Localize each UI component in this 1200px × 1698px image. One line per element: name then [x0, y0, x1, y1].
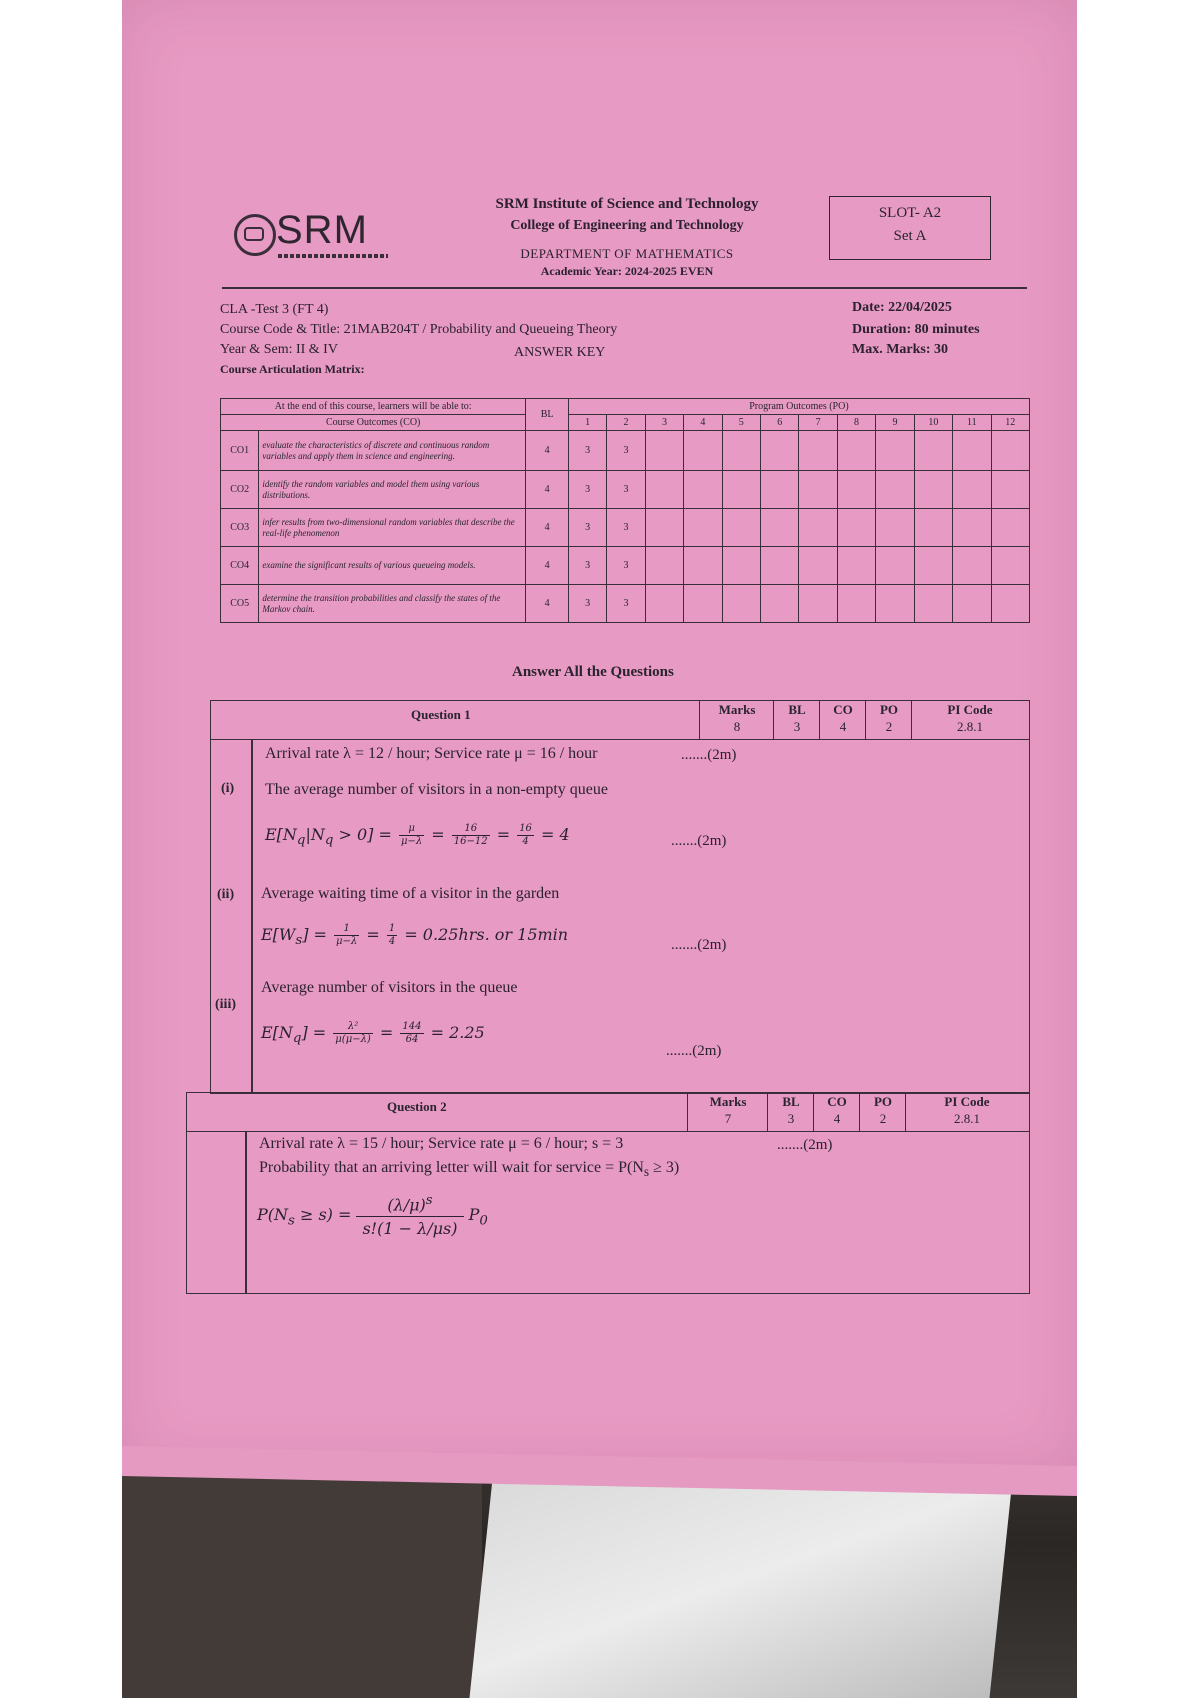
table-row — [221, 471, 1030, 509]
pi-header: PI Code — [947, 702, 993, 717]
co-value: 4 — [833, 1111, 841, 1126]
po-header: PO — [879, 702, 899, 717]
po-number: 4 — [684, 415, 722, 431]
co-description: evaluate the characteristics of discrete and continuous random variables and apply them in science and engineering. — [259, 431, 526, 471]
q1-part-ii-label: (ii) — [217, 887, 235, 902]
bl-value: 3 — [793, 719, 801, 734]
q2-wait-probability: Probability that an arriving letter will wait for service = $P(N_s \ge 3)$ — [259, 1159, 680, 1180]
question-2-box — [186, 1092, 1030, 1294]
exam-duration: Duration: 80 minutes — [852, 322, 980, 337]
q1-part-iii-formula: $E[N_q]$ = $\frac{\text{λ²}}{\mu(\mu-\lambda)}$ = $\frac{144}{64}$ = 2.25 — [261, 1021, 485, 1047]
q1-pi-cell — [911, 701, 1028, 739]
q1-mark-3: .......(2m) — [666, 1043, 722, 1059]
q2-formula: $P(N_s \ge s)$ = $\frac{(\lambda/\mu)^s}{s!(1 - \lambda/\mu s)}$ $P_0$ — [257, 1193, 488, 1239]
co-value: 4 — [839, 719, 847, 734]
wait-probability-end: ≥ 3) — [649, 1159, 680, 1176]
table-row — [221, 431, 1030, 471]
po-number: 1 — [568, 415, 606, 431]
fraction: $\frac{1}{\mu-\lambda}$ — [336, 923, 358, 947]
po-number: 3 — [645, 415, 683, 431]
po-number: 2 — [607, 415, 645, 431]
fraction: $\frac{144}{64}$ — [402, 1021, 422, 1045]
bl-header: BL — [782, 1094, 800, 1109]
co-header: CO — [827, 1094, 847, 1109]
po-number: 10 — [914, 415, 952, 431]
fraction: $\frac{(\lambda/\mu)^s}{s!(1 - \lambda/\mu s)}$ — [356, 1193, 463, 1238]
question-1-header — [211, 701, 1029, 740]
question-2-header — [187, 1093, 1029, 1132]
marks-header: Marks — [709, 1094, 747, 1109]
po-number: 9 — [876, 415, 914, 431]
pi-value: 2.8.1 — [954, 1111, 980, 1126]
academic-year: Academic Year: 2024-2025 EVEN — [540, 264, 714, 278]
co-po-value: 3 — [568, 431, 606, 471]
po-number: 5 — [722, 415, 760, 431]
answer-all-heading: Answer All the Questions — [512, 664, 674, 680]
co-description: infer results from two-dimensional random variables that describe the real-life phenomenon — [259, 509, 526, 547]
matrix-label: Course Articulation Matrix: — [220, 362, 365, 376]
white-cloth — [469, 1460, 1014, 1698]
co-id: CO3 — [221, 509, 259, 547]
q1-mark-2: .......(2m) — [671, 937, 727, 953]
q1-bl-cell — [773, 701, 820, 739]
co-po-value: 3 — [607, 431, 645, 471]
set-label: Set A — [893, 228, 927, 244]
answer-key-label: ANSWER KEY — [514, 345, 606, 360]
marks-header: Marks — [718, 702, 756, 717]
po-number: 12 — [991, 415, 1029, 431]
question-1-box — [210, 700, 1030, 1094]
marks-value: 8 — [733, 719, 741, 734]
q1-rates: Arrival rate λ = 12 / hour; Service rate μ = 16 / hour — [265, 745, 598, 762]
formula-result: = 2.25 — [430, 1023, 485, 1042]
q2-po-cell — [859, 1093, 906, 1131]
co-bl: 4 — [526, 509, 569, 547]
table-row — [221, 585, 1030, 623]
fraction: $\frac{1}{4}$ — [388, 923, 396, 947]
co-po-value: 3 — [607, 547, 645, 585]
co-po-value: 3 — [568, 471, 606, 509]
test-name: CLA -Test 3 (FT 4) — [220, 302, 329, 317]
fraction: $\frac{16}{4}$ — [519, 823, 532, 847]
question-1-left-rule — [251, 739, 253, 1093]
co-id: CO5 — [221, 585, 259, 623]
fraction: $\frac{\text{λ²}}{\mu(\mu-\lambda)}$ — [335, 1021, 371, 1045]
co-description: identify the random variables and model them using various distributions. — [259, 471, 526, 509]
pi-value: 2.8.1 — [957, 719, 983, 734]
wait-probability-text: Probability that an arriving letter will wait for service = P(N — [259, 1159, 644, 1176]
co-bl: 4 — [526, 431, 569, 471]
co-id: CO1 — [221, 431, 259, 471]
q1-part-iii-text: Average number of visitors in the queue — [261, 979, 518, 996]
q1-part-i-text: The average number of visitors in a non-empty queue — [265, 781, 608, 798]
table-row — [221, 547, 1030, 585]
co-header: Course Outcomes (CO) — [221, 415, 526, 431]
question-2-title: Question 2 — [387, 1099, 447, 1114]
q1-part-i-formula: $E[N_q|N_q > 0]$ = $\frac{\mu}{\mu-\lambda}$ = $\frac{16}{16-12}$ = $\frac{16}{4}$ = 4 — [265, 823, 570, 849]
pi-header: PI Code — [944, 1094, 990, 1109]
photo-background-right — [1077, 0, 1200, 1698]
q1-mark-1: .......(2m) — [671, 833, 727, 849]
co-po-value: 3 — [568, 547, 606, 585]
co-id: CO2 — [221, 471, 259, 509]
co-header: CO — [833, 702, 853, 717]
bl-header: BL — [788, 702, 806, 717]
po-number: 8 — [837, 415, 875, 431]
exam-date: Date: 22/04/2025 — [852, 300, 952, 315]
bl-header: BL — [526, 399, 569, 431]
question-1-title: Question 1 — [411, 707, 471, 722]
co-bl: 4 — [526, 471, 569, 509]
q2-marks-cell — [687, 1093, 768, 1131]
q2-co-cell — [813, 1093, 860, 1131]
college-name: College of Engineering and Technology — [510, 218, 744, 233]
co-id: CO4 — [221, 547, 259, 585]
table-row — [221, 509, 1030, 547]
question-2-left-rule — [245, 1131, 247, 1293]
po-number: 6 — [761, 415, 799, 431]
q1-part-iii-label: (iii) — [215, 997, 236, 1012]
slot-box — [829, 196, 991, 260]
marks-value: 7 — [724, 1111, 732, 1126]
co-po-value: 3 — [568, 585, 606, 623]
q1-part-ii-formula: $E[W_s]$ = $\frac{1}{\mu-\lambda}$ = $\frac{1}{4}$ = 0.25hrs. or 15min — [261, 923, 569, 949]
formula-lhs: E[N — [265, 825, 297, 844]
institute-name: SRM Institute of Science and Technology — [495, 196, 759, 212]
fraction: $\frac{16}{16-12}$ — [453, 823, 488, 847]
year-semester: Year & Sem: II & IV — [220, 342, 338, 357]
co-description: determine the transition probabilities and classify the states of the Markov chain. — [259, 585, 526, 623]
q1-co-cell — [819, 701, 866, 739]
co-description: examine the significant results of various queueing models. — [259, 547, 526, 585]
logo-text: SRM — [276, 208, 368, 252]
co-po-value: 3 — [568, 509, 606, 547]
course-title: Course Code & Title: 21MAB204T / Probability and Queueing Theory — [220, 322, 618, 337]
q1-part-ii-text: Average waiting time of a visitor in the garden — [261, 885, 560, 902]
course-articulation-matrix — [220, 398, 1030, 623]
q1-mark-0: .......(2m) — [681, 747, 737, 763]
q2-mark-0: .......(2m) — [777, 1137, 833, 1153]
logo-tagline — [278, 254, 388, 258]
q2-rates: Arrival rate λ = 15 / hour; Service rate μ = 6 / hour; s = 3 — [259, 1135, 624, 1152]
max-marks: Max. Marks: 30 — [852, 342, 949, 357]
q2-pi-cell — [905, 1093, 1028, 1131]
formula-result: = 0.25hrs. or 15min — [404, 925, 569, 944]
q1-part-i-label: (i) — [221, 781, 235, 796]
co-po-value: 3 — [607, 509, 645, 547]
photo-background-left — [0, 0, 122, 1698]
po-header: PO — [873, 1094, 893, 1109]
po-header: Program Outcomes (PO) — [568, 399, 1029, 415]
q2-bl-cell — [767, 1093, 814, 1131]
exam-sheet — [122, 0, 1077, 1470]
po-value: 2 — [885, 719, 893, 734]
bl-value: 3 — [787, 1111, 795, 1126]
slot-label: SLOT- A2 — [878, 205, 942, 221]
po-number: 7 — [799, 415, 837, 431]
co-bl: 4 — [526, 585, 569, 623]
formula-result: = 4 — [541, 825, 570, 844]
po-value: 2 — [879, 1111, 887, 1126]
srm-emblem-icon — [234, 214, 276, 256]
q1-marks-cell — [699, 701, 774, 739]
header-rule — [222, 287, 1027, 289]
po-number: 11 — [953, 415, 991, 431]
co-po-value: 3 — [607, 471, 645, 509]
srm-logo — [234, 208, 394, 268]
co-bl: 4 — [526, 547, 569, 585]
q1-po-cell — [865, 701, 912, 739]
department-name: DEPARTMENT OF MATHEMATICS — [520, 246, 734, 261]
fraction: $\frac{\mu}{\mu-\lambda}$ — [400, 823, 423, 847]
co-po-value: 3 — [607, 585, 645, 623]
co-intro: At the end of this course, learners will be able to: — [221, 399, 526, 415]
